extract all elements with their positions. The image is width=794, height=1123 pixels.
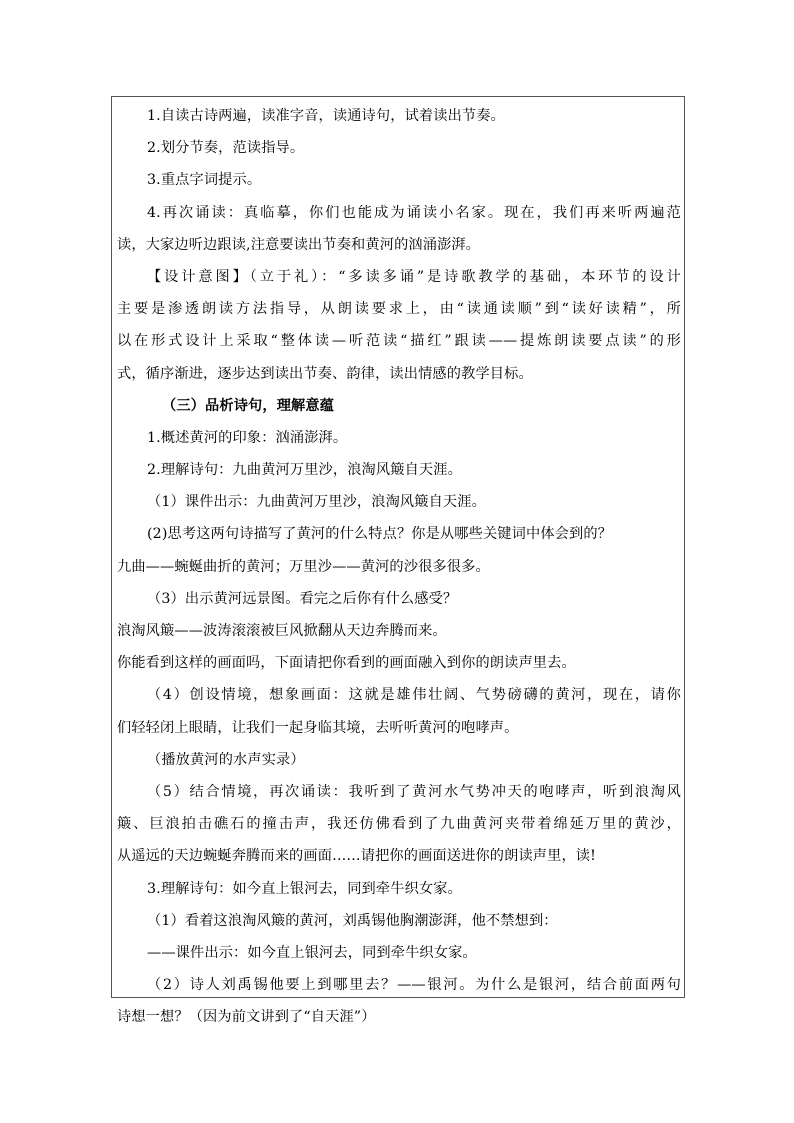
text-line: 以在形式设计上采取“整体读—听范读“描红”跟读——提炼朗读要点读”的形 — [117, 333, 681, 350]
text-line: （1）看着这浪淘风簸的黄河，刘禹锡他胸潮澎湃，他不禁想到： — [147, 912, 558, 929]
text-line: 从遥远的天边蜿蜒奔腾而来的画面……请把你的画面送进你的朗读声里，读! — [117, 848, 596, 865]
text-line: （3）出示黄河远景图。看完之后你有什么感受？ — [147, 590, 458, 607]
section-heading: （三）品析诗句，理解意蕴 — [162, 397, 335, 414]
text-line: （播放黄河的水声实录） — [147, 751, 305, 768]
text-line: 3.重点字词提示。 — [147, 172, 262, 189]
text-line: 诗想一想？（因为前文讲到了“自天涯”） — [117, 1009, 376, 1026]
text-line: （1）课件出示：九曲黄河万里沙，浪淘风簸自天涯。 — [147, 494, 486, 511]
text-line: 们轻轻闭上眼睛，让我们一起身临其境，去听听黄河的咆哮声。 — [117, 719, 519, 736]
text-line: 3.理解诗句：如今直上银河去，同到牵牛织女家。 — [147, 880, 462, 897]
text-line: 九曲——蜿蜒曲折的黄河；万里沙——黄河的沙很多很多。 — [117, 558, 490, 575]
text-line: (2)思考这两句诗描写了黄河的什么特点？你是从哪些关键词中体会到的？ — [147, 526, 613, 543]
text-line: 4.再次诵读：真临摹，你们也能成为诵读小名家。现在，我们再来听两遍范 — [147, 204, 681, 221]
text-line: 读，大家边听边跟读,注意要读出节奏和黄河的汹涌澎湃。 — [117, 236, 481, 253]
design-intent-line: 【设计意图】（立于礼）：“多读多诵”是诗歌教学的基础，本环节的设计 — [147, 268, 681, 285]
text-line: （4）创设情境，想象画面：这就是雄伟壮阔、气势磅礴的黄河，现在，请你 — [147, 687, 681, 704]
text-line: 2.划分节奏，范读指导。 — [147, 140, 305, 157]
text-line: 浪淘风簸——波涛滚滚被巨风掀翻从天边奔腾而来。 — [117, 623, 447, 639]
text-line: 你能看到这样的画面吗，下面请把你看到的画面融入到你的朗读声里去。 — [117, 655, 576, 672]
text-line: 式，循序渐进，逐步达到读出节奏、韵律，读出情感的教学目标。 — [117, 365, 533, 382]
lesson-plan-text — [117, 100, 681, 1033]
text-line: 2.理解诗句：九曲黄河万里沙，浪淘风簸自天涯。 — [147, 462, 462, 479]
text-line: （5）结合情境，再次诵读：我听到了黄河水气势冲天的咆哮声，听到浪淘风 — [147, 783, 681, 800]
text-line: 1.概述黄河的印象：汹涌澎湃。 — [147, 429, 348, 446]
text-line: 簸、巨浪拍击礁石的撞击声，我还仿佛看到了九曲黄河夹带着绵延万里的黄沙， — [117, 816, 681, 833]
text-line: （2）诗人刘禹锡他要上到哪里去？——银河。为什么是银河，结合前面两句 — [147, 977, 681, 994]
text-line: ——课件出示：如今直上银河去，同到牵牛织女家。 — [147, 944, 477, 961]
text-line: 1.自读古诗两遍，读准字音，读通诗句，试着读出节奏。 — [147, 108, 505, 124]
text-line: 主要是渗透朗读方法指导，从朗读要求上，由“读通读顺”到“读好读精”，所 — [117, 301, 681, 318]
